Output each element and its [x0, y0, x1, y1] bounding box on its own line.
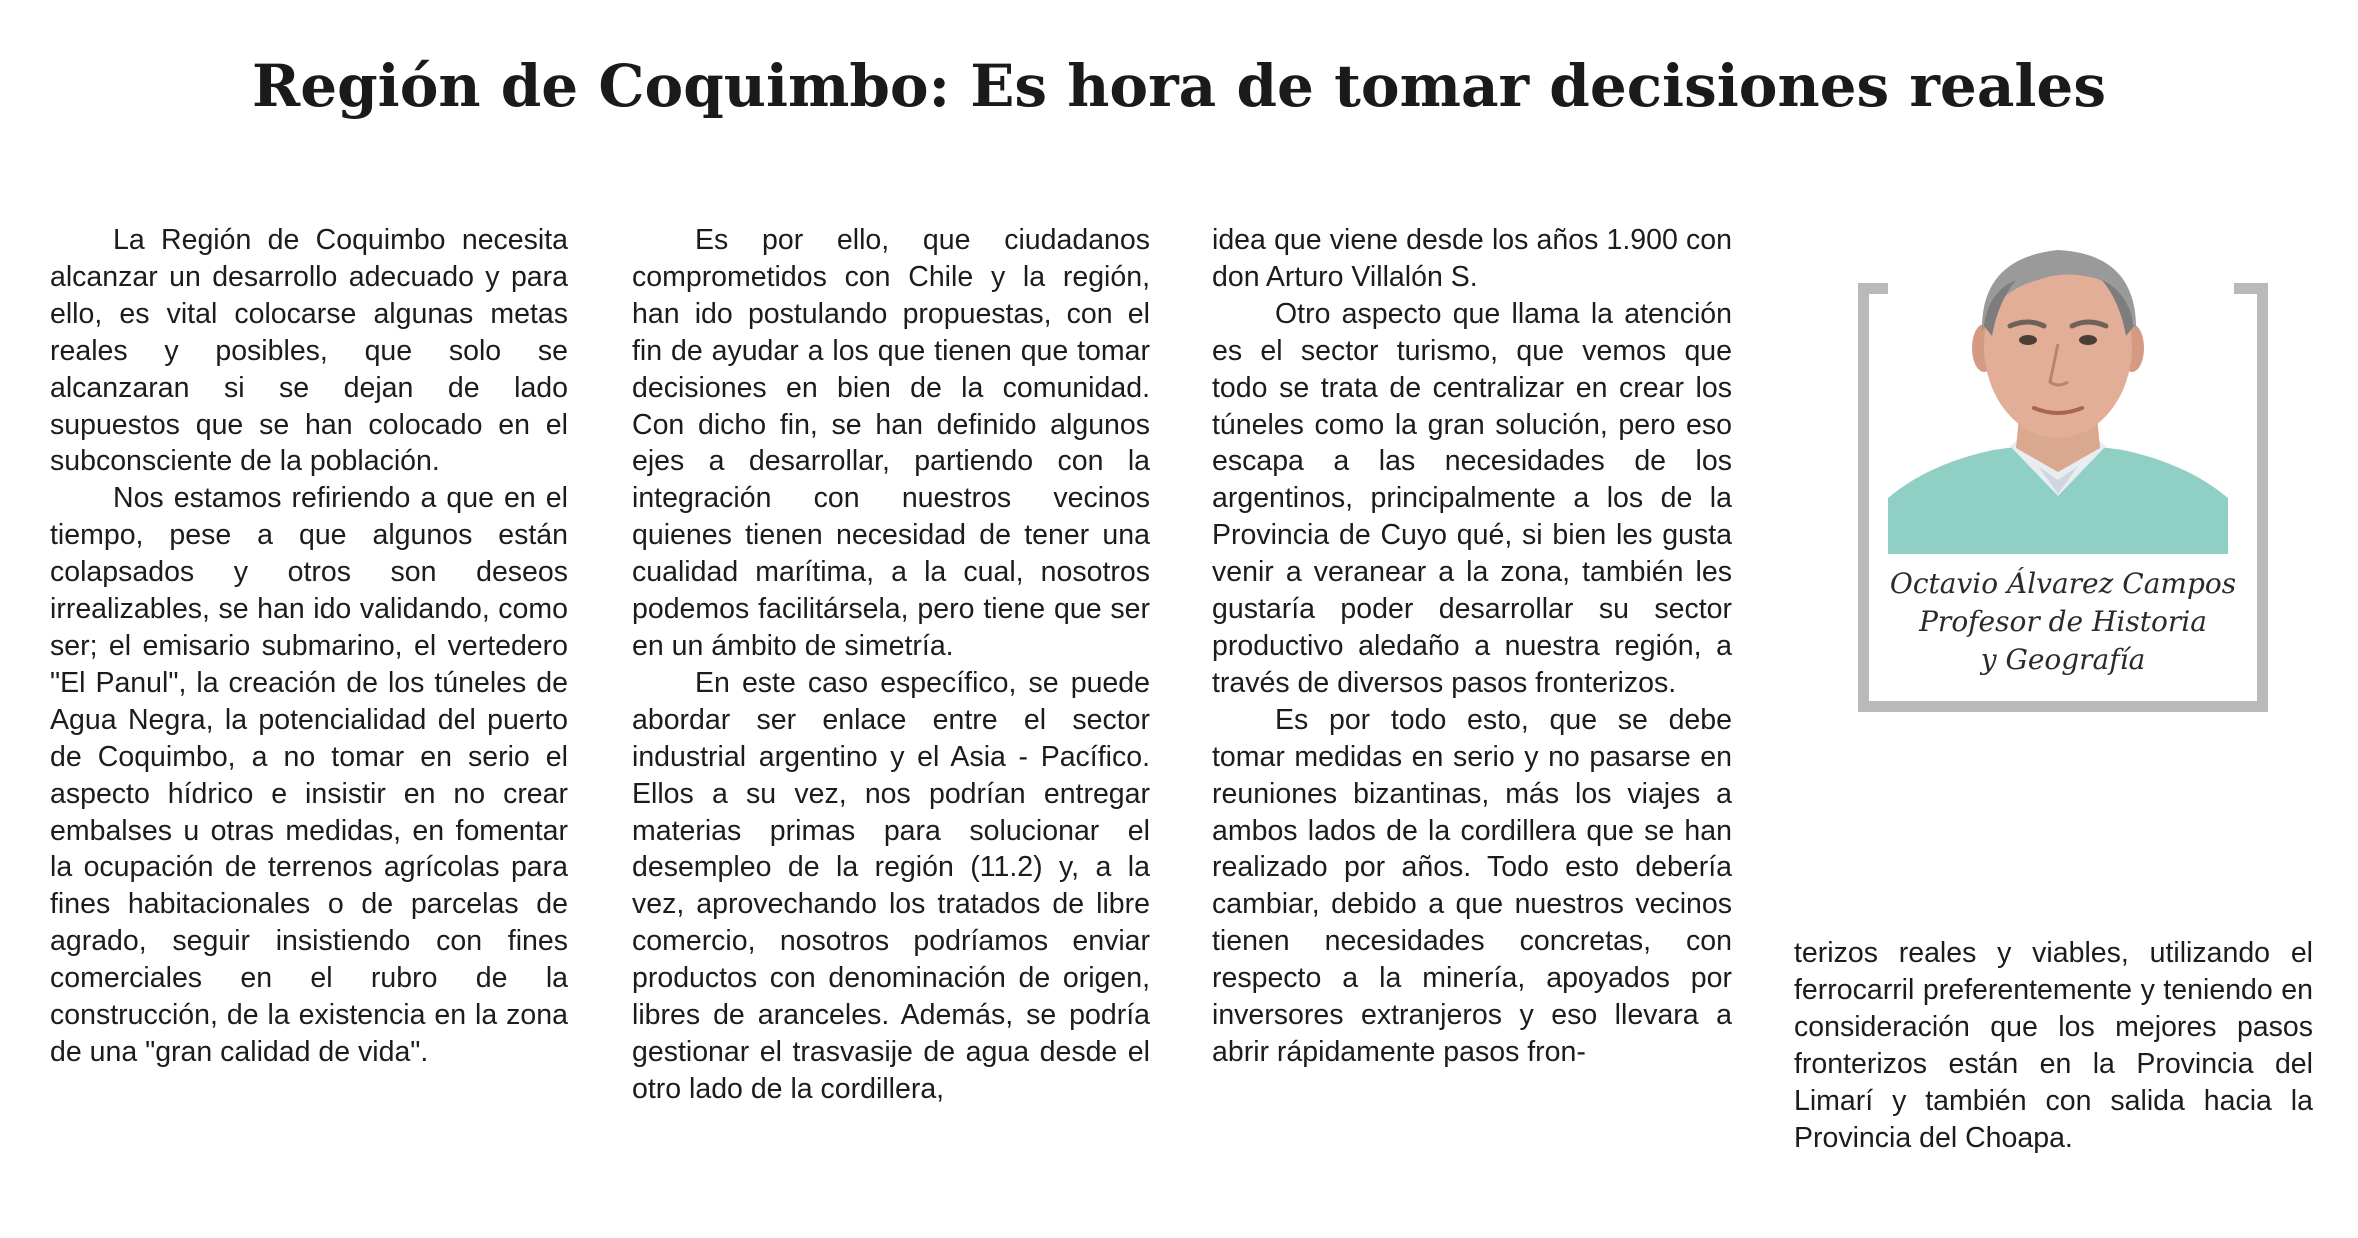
article-column-2 — [632, 222, 1150, 1108]
paragraph: En este caso específico, se puede abordar ser enlace entre el sector industrial argentino y el Asia - Pacífico. Ellos a su vez, nos podrían entregar materias primas para solucionar el desempleo de la región (11.2) y, a la vez, aprovechando los tratados de libre comercio, nosotros podríamos enviar productos con denominación de origen, libres de aranceles. Además, se podría gestionar el trasvasije de agua desde el otro lado de la cordillera, — [632, 666, 1150, 1105]
paragraph: La Región de Coquimbo necesita alcanzar un desarrollo adecuado y para ello, es vital colocarse algunas metas reales y posibles, que solo se alcanzaran si se dejan de lado supuestos que se han colocado en el subconsciente de la población. — [50, 224, 568, 478]
article-column-4 — [1794, 935, 2313, 1156]
author-caption — [1870, 565, 2256, 679]
paragraph: idea que viene desde los años 1.900 con don Arturo Villalón S. — [1212, 224, 1732, 293]
author-portrait-icon — [1888, 236, 2228, 554]
paragraph: Es por todo esto, que se debe tomar medidas en serio y no pasarse en reuniones bizantinas, más los viajes a ambos lados de la cordillera que se han realizado por años. Todo esto debería cambiar, debido a que nuestros vecinos tienen necesidades concretas, con respecto a la minería, apoyados por inversores extranjeros y eso llevara a abrir rápidamente pasos fron- — [1212, 703, 1732, 1068]
frame-corner-right — [2234, 283, 2268, 294]
author-title: y Geografía — [1980, 643, 2146, 676]
paragraph: terizos reales y viables, utilizando el ferrocarril preferentemente y teniendo en consideración que los mejores pasos fronterizos están en la Provincia del Limarí y también con salida hacia la Provincia del Choapa. — [1794, 937, 2313, 1154]
author-name: Octavio Álvarez Campos — [1889, 567, 2237, 600]
article-headline: Región de Coquimbo: Es hora de tomar decisiones reales — [252, 52, 2106, 120]
paragraph: Otro aspecto que llama la atención es el sector turismo, que vemos que todo se trata de centralizar en crear los túneles como la gran solución, pero eso escapa a las necesidades de los argentinos, principalmente a los de la Provincia de Cuyo qué, si bien les gusta venir a veranear a la zona, también les gustaría poder desarrollar su sector productivo aledaño a nuestra región, a través de diversos pasos fronterizos. — [1212, 297, 1732, 699]
frame-corner-left — [1858, 283, 1892, 294]
paragraph: Nos estamos refiriendo a que en el tiempo, pese a que algunos están colapsados y otros son deseos irrealizables, se han ido validando, como ser; el emisario submarino, el vertedero "El Panul", la creación de los túneles de Agua Negra, la potencialidad del puerto de Coquimbo, a no tomar en serio el aspecto hídrico e insistir en no crear embalses u otras medidas, en fomentar la ocupación de terrenos agrícolas para fines habitacionales o de parcelas de agrado, seguir insistiendo con fines comerciales en el rubro de la construcción, de la existencia en la zona de una "gran calidad de vida". — [50, 482, 568, 1068]
author-title: Profesor de Historia — [1919, 605, 2207, 638]
article-column-3 — [1212, 222, 1732, 1071]
article-column-1 — [50, 222, 568, 1071]
paragraph: Es por ello, que ciudadanos comprometidos con Chile y la región, han ido postulando propuestas, con el fin de ayudar a los que tienen que tomar decisiones en bien de la comunidad. Con dicho fin, se han definido algunos ejes a desarrollar, partiendo con la integración con nuestros vecinos quienes tienen necesidad de tener una cualidad marítima, a la cual, nosotros podemos facilitársela, pero tiene que ser en un ámbito de simetría. — [632, 224, 1150, 662]
